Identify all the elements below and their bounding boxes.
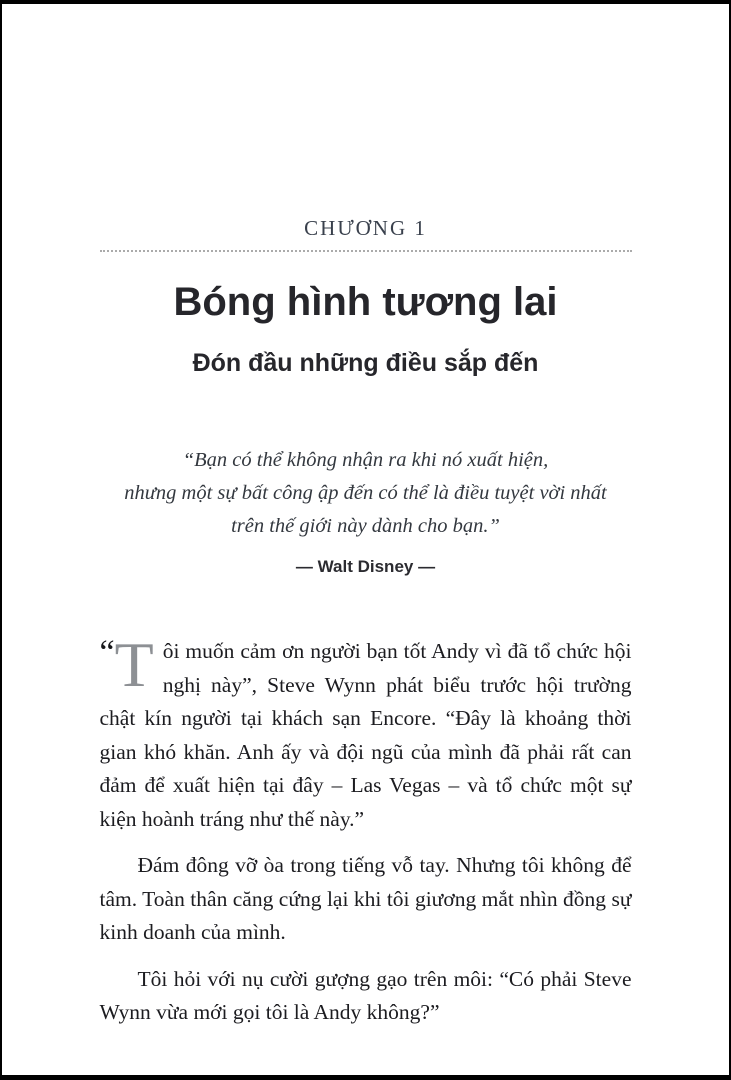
dropcap-letter: T [114,629,154,700]
paragraph-2: Đám đông vỡ òa trong tiếng vỗ tay. Nhưng tôi không để tâm. Toàn thân căng cứng lại khi tôi giương mắt nhìn đồng sự kinh doanh của mình. [99,853,632,944]
paragraph-3: Tôi hỏi với nụ cười gượng gạo trên môi: “Có phải Steve Wynn vừa mới gọi tôi là Andy không?” [99,966,632,1024]
dropcap [99,629,154,702]
epigraph-quote [100,444,632,543]
body-text [99,629,632,1030]
paragraph-1-text: ôi muốn cảm ơn người bạn tốt Andy vì đã tổ chức hội nghị này”, Steve Wynn phát biểu trước hội trường chật kín người tại khách sạn Encore. “Đây là khoảng thời gian khó khăn. Anh ấy và đội ngũ của mình đã phải rất can đảm để xuất hiện tại đây – Las Vegas – và tổ chức một sự kiện hoành tráng như thế này.” [99,639,632,831]
epigraph-line-3: trên thế giới này dành cho bạn.” [231,515,500,537]
chapter-subtitle: Đón đầu những điều sắp đến [192,349,539,377]
epigraph-line-2: nhưng một sự bất công ập đến có thể là điều tuyệt vời nhất [124,482,607,504]
dotted-divider [100,250,632,252]
epigraph-attribution: — Walt Disney — [295,557,436,576]
page-content [100,4,632,1030]
chapter-label: CHƯƠNG 1 [304,216,427,240]
epigraph-line-1: “Bạn có thể không nhận ra khi nó xuất hiện, [182,449,549,471]
chapter-title: Bóng hình tương lai [173,280,558,324]
dropcap-open-quote: “ [99,634,115,671]
paragraph-1 [99,629,632,836]
